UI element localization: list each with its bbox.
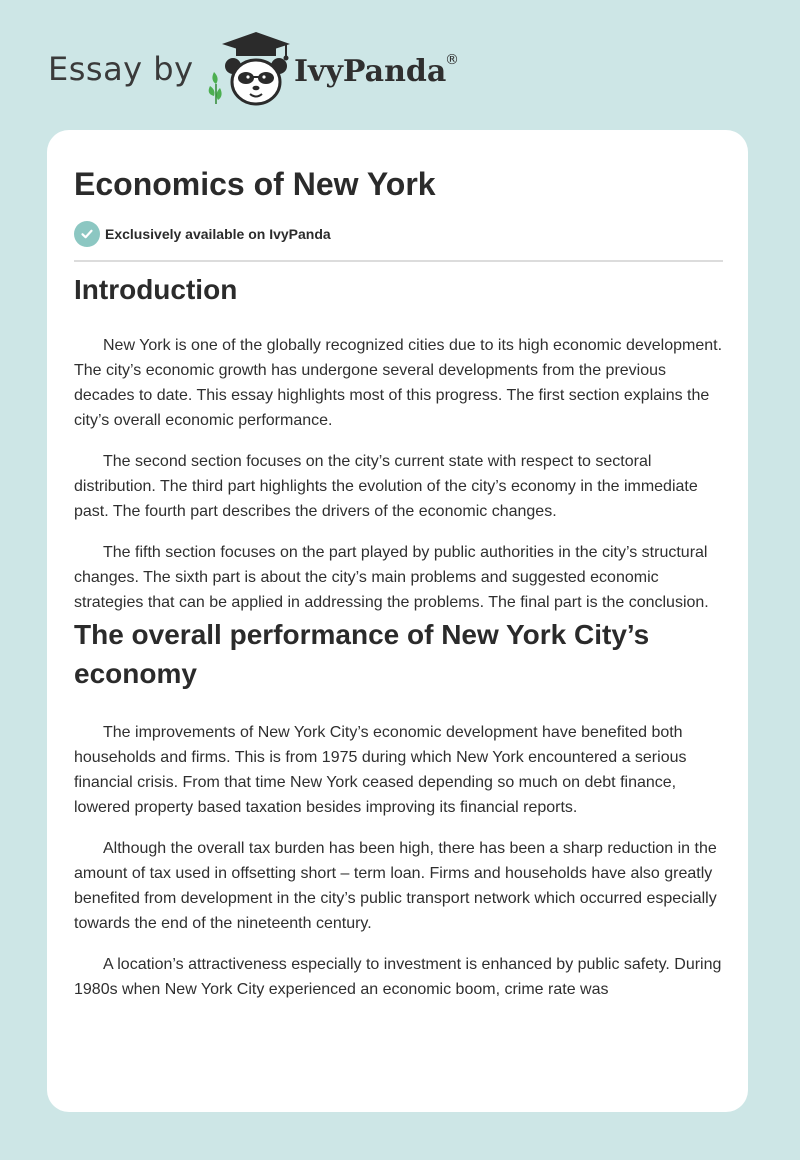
paragraph: Although the overall tax burden has been high, there has been a sharp reduction in the amount of tax used in offsetting short – term loan. Firms and households have also greatly benefited from development in the city’s public transport network which occurred especially towards the end of the nineteenth century. <box>74 840 717 932</box>
exclusive-badge <box>74 220 723 248</box>
brand-header[interactable] <box>48 30 488 110</box>
page-title: Economics of New York <box>74 166 436 202</box>
panda-logo-icon <box>200 30 296 110</box>
paragraph: A location’s attractiveness especially to investment is enhanced by public safety. During 1980s when New York City experienced an economic boom, crime rate was <box>74 956 722 998</box>
exclusive-badge-label: Exclusively available on IvyPanda <box>105 226 331 242</box>
essay-card <box>47 130 748 1112</box>
registered-mark: ® <box>445 52 459 68</box>
section-heading-overall-performance: The overall performance of New York City’s economy <box>74 619 650 689</box>
title-divider <box>74 260 723 262</box>
check-icon <box>74 221 100 247</box>
paragraph: The improvements of New York City’s economic development have benefited both households and firms. This is from 1975 during which New York encountered a serious financial crisis. From that time New York ceased depending so much on debt finance, lowered property based taxation besides improving its financial reports. <box>74 724 687 816</box>
paragraph: New York is one of the globally recognized cities due to its high economic development. The city’s economic growth has undergone several developments from the previous decades to date. This essay highlights most of this progress. The first section explains the city’s overall economic performance. <box>74 337 723 429</box>
brand-name: IvyPanda <box>294 54 447 89</box>
paragraph: The second section focuses on the city’s current state with respect to sectoral distribution. The third part highlights the evolution of the city’s economy in the immediate past. The fourth part describes the drivers of the economic changes. <box>74 453 698 520</box>
essay-content <box>74 166 723 1002</box>
paragraph: The fifth section focuses on the part played by public authorities in the city’s structural changes. The sixth part is about the city’s main problems and suggested economic strategies that can be applied in addressing the problems. The final part is the conclusion. <box>74 544 709 611</box>
brand-prefix: Essay by <box>48 50 194 88</box>
section-heading-introduction: Introduction <box>74 274 238 305</box>
